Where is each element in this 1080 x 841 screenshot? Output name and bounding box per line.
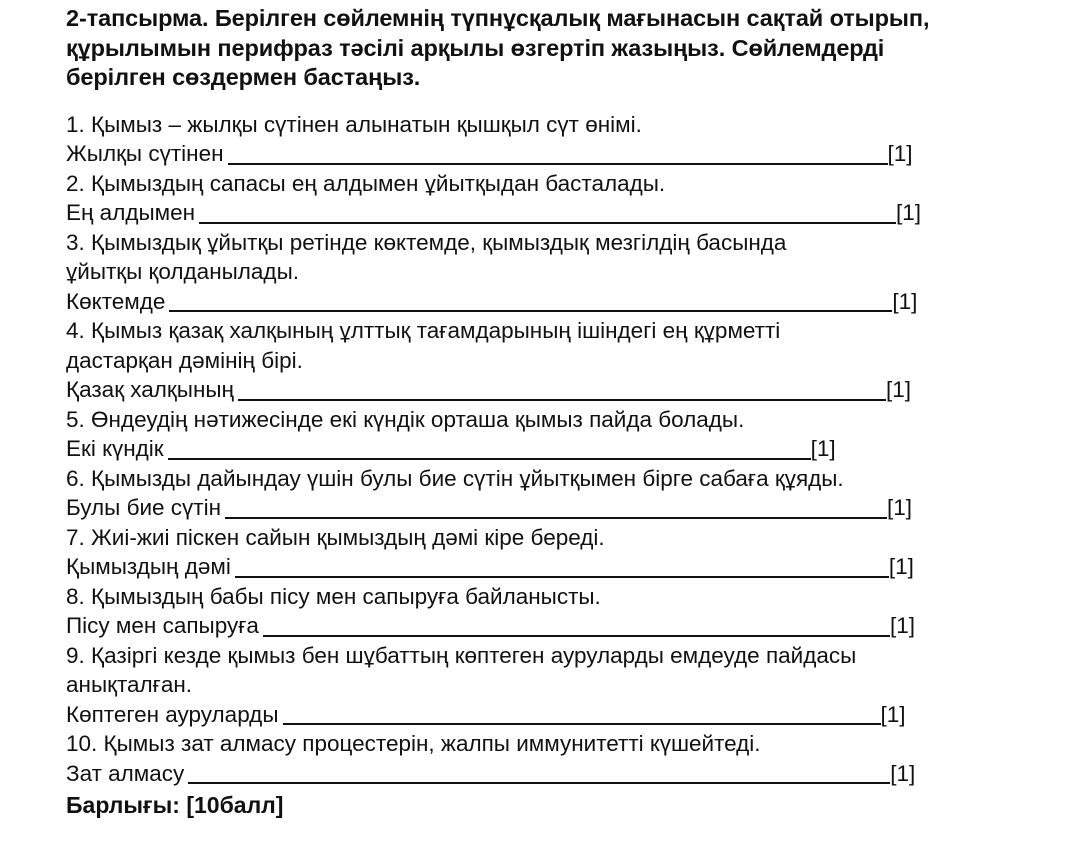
- starter-phrase: Қымыздың дәмі: [66, 554, 231, 579]
- exercise-sentence: дастарқан дәмінің бірі.: [66, 347, 303, 373]
- exercise-sentence: 5. Өндеудің нәтижесінде екі күндік орташа қымыз пайда болады.: [66, 406, 745, 432]
- mark-value: [1]: [896, 200, 922, 225]
- exercise-item: [66, 464, 1020, 523]
- mark-value: [1]: [887, 141, 913, 166]
- total-score: Барлығы: [10балл]: [66, 792, 284, 818]
- starter-phrase: Қазақ халқының: [66, 377, 234, 402]
- exercise-item: [66, 641, 1020, 730]
- answer-row: [66, 434, 1020, 464]
- exercise-sentence: 2. Қымыздың сапасы ең алдымен ұйытқыдан басталады.: [66, 170, 666, 196]
- answer-blank-line[interactable]: [283, 723, 881, 725]
- answer-row: [66, 493, 1020, 523]
- mark-value: [1]: [888, 554, 914, 579]
- exercise-item: [66, 110, 1020, 169]
- exercise-item: [66, 582, 1020, 641]
- starter-phrase: Екі күндік: [66, 436, 164, 461]
- starter-phrase: Пісу мен сапыруға: [66, 613, 259, 638]
- answer-blank-line[interactable]: [238, 399, 886, 401]
- exercise-item: [66, 316, 1020, 405]
- task-title-line: құрылымын перифраз тәсілі арқылы өзгертіп жазыңыз. Сөйлемдерді: [66, 34, 885, 61]
- exercise-item: [66, 169, 1020, 228]
- answer-blank-line[interactable]: [225, 517, 887, 519]
- exercise-sentence: анықталған.: [66, 672, 193, 697]
- exercise-sentence: 3. Қымыздық ұйытқы ретінде көктемде, қымыздық мезгілдің басында: [66, 229, 787, 255]
- mark-value: [1]: [885, 377, 912, 402]
- mark-value: [1]: [880, 701, 906, 727]
- answer-blank-line[interactable]: [263, 635, 890, 637]
- answer-blank-line[interactable]: [228, 163, 888, 165]
- answer-row: [66, 287, 1020, 317]
- answer-blank-line[interactable]: [188, 782, 890, 784]
- answer-row: [66, 139, 1020, 169]
- starter-phrase: Ең алдымен: [66, 200, 196, 225]
- mark-value: [1]: [887, 495, 913, 520]
- exercise-sentence: 4. Қымыз қазақ халқының ұлттық тағамдарының ішіндегі ең құрметті: [66, 318, 781, 343]
- exercise-sentence: 1. Қымыз – жылқы сүтінен алынатын қышқыл сүт өнімі.: [66, 111, 642, 137]
- exercise-sentence: 10. Қымыз зат алмасу процестерін, жалпы иммунитетті күшейтеді.: [66, 731, 761, 756]
- task-title-line: берілген сөздермен бастаңыз.: [66, 64, 421, 90]
- task-title-line: 2-тапсырма. Берілген сөйлемнің түпнұсқалық мағынасын сақтай отырып,: [66, 5, 930, 31]
- answer-blank-line[interactable]: [235, 576, 889, 578]
- answer-row: [66, 700, 1020, 730]
- starter-phrase: Жылқы сүтінен: [66, 141, 224, 166]
- starter-phrase: Булы бие сүтін: [66, 495, 222, 520]
- task-title: [66, 4, 1020, 93]
- exercise-item: [66, 228, 1020, 317]
- exercise-list: [66, 110, 1020, 789]
- answer-row: [66, 375, 1020, 405]
- answer-row: [66, 611, 1020, 641]
- answer-blank-line[interactable]: [169, 310, 892, 312]
- exercise-sentence: ұйытқы қолданылады.: [66, 259, 299, 284]
- answer-blank-line[interactable]: [168, 458, 811, 460]
- mark-value: [1]: [889, 613, 915, 638]
- exercise-sentence: 6. Қымызды дайындау үшін булы бие сүтін ұйытқымен бірге сабаға құяды.: [66, 465, 844, 491]
- answer-row: [66, 759, 1020, 789]
- answer-row: [66, 552, 1020, 582]
- mark-value: [1]: [890, 760, 916, 786]
- starter-phrase: Көктемде: [66, 288, 166, 314]
- exercise-item: [66, 523, 1020, 582]
- starter-phrase: Зат алмасу: [66, 760, 185, 786]
- mark-value: [1]: [810, 436, 836, 461]
- answer-row: [66, 198, 1020, 228]
- starter-phrase: Көптеген ауруларды: [66, 701, 279, 727]
- exercise-item: [66, 729, 1020, 788]
- answer-blank-line[interactable]: [199, 222, 896, 224]
- exercise-sentence: 7. Жиі-жиі піскен сайын қымыздың дәмі кіре береді.: [66, 524, 605, 550]
- exercise-sentence: 9. Қазіргі кезде қымыз бен шұбаттың көптеген ауруларды емдеуде пайдасы: [66, 642, 857, 668]
- exercise-item: [66, 405, 1020, 464]
- mark-value: [1]: [892, 288, 918, 314]
- exercise-sentence: 8. Қымыздың бабы пісу мен сапыруға байланысты.: [66, 583, 601, 609]
